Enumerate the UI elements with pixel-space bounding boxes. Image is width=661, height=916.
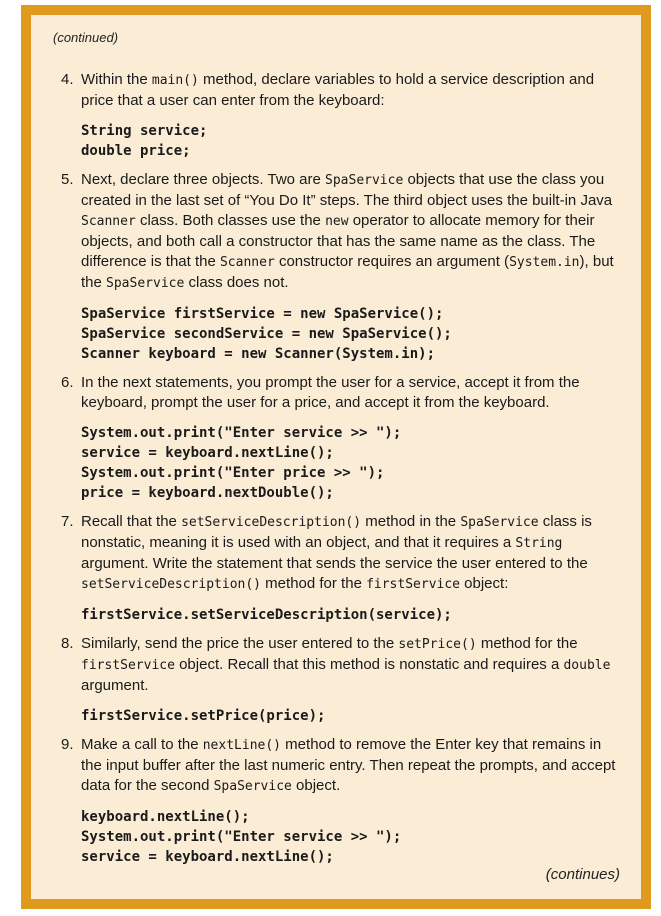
step-text: In the next statements, you prompt the user for a service, accept it from the keyboard, prompt the user for a price, and accept it from the keyboard. (81, 374, 580, 411)
code-block (81, 304, 623, 364)
step-text: Within the main() method, declare variables to hold a service description and price that a user can enter from the keyboard: (81, 71, 595, 109)
code-block (81, 706, 623, 726)
step-4 (53, 70, 623, 161)
step-5 (53, 170, 623, 364)
code-line: service = keyboard.nextLine(); (81, 849, 334, 865)
step-8 (53, 634, 623, 726)
step-text: Make a call to the nextLine() method to remove the Enter key that remains in the input buffer after the last numeric entry. Then repeat the prompts, and accept data for the second SpaService object. (81, 736, 616, 794)
step-number: 8. (61, 635, 74, 652)
step-text: Next, declare three objects. Two are SpaService objects that use the class you created in the last set of “You Do It” steps. The third object uses the built-in Java Scanner class. Both classes use the new operator to allocate memory for their objects, and both call a constructor that has the same name as the class. The difference is that the Scanner constructor requires an argument (System.in), but the SpaService class does not. (81, 171, 614, 291)
code-line: String service; (81, 123, 208, 139)
code-block (81, 423, 623, 503)
code-line: price = keyboard.nextDouble(); (81, 485, 334, 501)
step-9 (53, 735, 623, 867)
code-block (81, 807, 623, 867)
code-line: keyboard.nextLine(); (81, 809, 250, 825)
code-line: Scanner keyboard = new Scanner(System.in); (81, 346, 436, 362)
code-line: SpaService secondService = new SpaService(); (81, 326, 452, 342)
step-number: 7. (61, 513, 74, 530)
code-line: double price; (81, 143, 191, 159)
code-line: service = keyboard.nextLine(); (81, 445, 334, 461)
continues-label: (continues) (545, 866, 620, 883)
code-line: System.out.print("Enter price >> "); (81, 465, 385, 481)
step-number: 6. (61, 374, 74, 391)
code-line: firstService.setServiceDescription(service); (81, 607, 452, 623)
code-line: System.out.print("Enter service >> "); (81, 425, 402, 441)
code-block (81, 121, 623, 161)
code-line: firstService.setPrice(price); (81, 708, 326, 724)
steps-list (53, 70, 623, 876)
step-6 (53, 373, 623, 503)
code-line: System.out.print("Enter service >> "); (81, 829, 402, 845)
code-block (81, 605, 623, 625)
step-number: 4. (61, 71, 74, 88)
step-text: Similarly, send the price the user entered to the setPrice() method for the firstService object. Recall that this method is nonstatic and requires a double argument. (81, 635, 611, 694)
continued-label: (continued) (53, 30, 119, 45)
step-number: 9. (61, 736, 74, 753)
step-7 (53, 512, 623, 625)
step-text: Recall that the setServiceDescription() method in the SpaService class is nonstatic, meaning it is used with an object, and that it requires a String argument. Write the statement that sends the service the user entered to the setServiceDescription() method for the firstService object: (81, 513, 592, 592)
sidebar-box (21, 5, 651, 909)
code-line: SpaService firstService = new SpaService(); (81, 306, 444, 322)
step-number: 5. (61, 171, 74, 188)
